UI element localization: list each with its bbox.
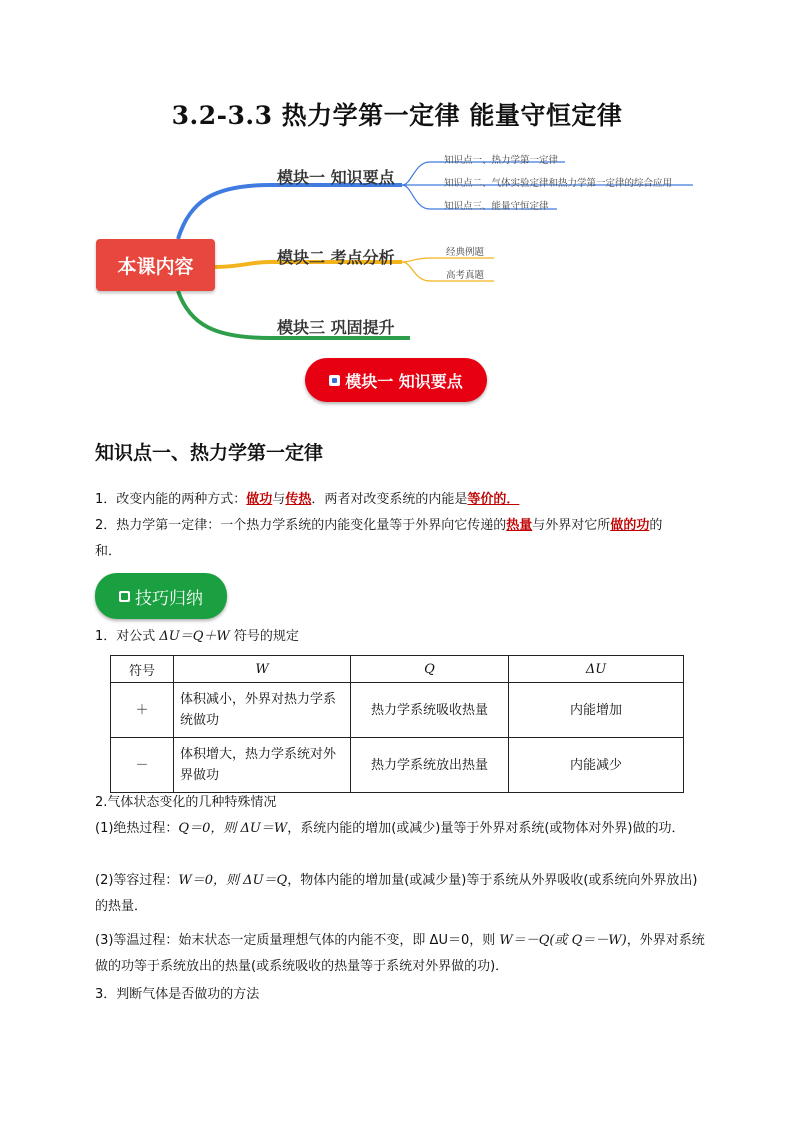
table-header: Q — [351, 656, 509, 683]
paragraph-2 — [95, 513, 707, 565]
tips-button[interactable] — [95, 573, 227, 619]
highlight: 做的功 — [610, 518, 650, 533]
text: ．两者对改变系统的内能是 — [311, 492, 468, 507]
table-cell: 体积增大，热力学系统对外界做功 — [174, 738, 351, 793]
sign-rules-table — [110, 655, 684, 793]
paragraph-1 — [95, 487, 707, 513]
mind-map-module-1: 模块一 知识要点 — [277, 168, 395, 187]
text: (2)等容过程： — [95, 873, 179, 888]
section-heading: 知识点一、热力学第一定律 — [95, 442, 324, 464]
table-row — [111, 738, 684, 793]
text: 的 — [649, 518, 663, 533]
mind-map-leaf: 高考真题 — [446, 270, 485, 281]
mind-map-root: 本课内容 — [96, 239, 215, 291]
table-row — [111, 683, 684, 738]
highlight: 做功 — [246, 492, 273, 507]
text: (3)等温过程：始末状态一定质量理想气体的内能不变，即 ΔU＝0，则 — [95, 933, 500, 948]
tips-button-label: 技巧归纳 — [135, 588, 203, 609]
text: 1．对公式 — [95, 629, 160, 644]
table-cell: 热力学系统放出热量 — [351, 738, 509, 793]
highlight: 传热 — [285, 492, 312, 507]
text: ，系统内能的增加(或减少)量等于外界对系统(或物体对外界)做的功． — [287, 821, 685, 836]
text: ，外界对系统做的功等于系统放出的热量(或系统吸收的热量等于系统对外界做的功)． — [95, 933, 705, 974]
highlight: 热量 — [506, 518, 533, 533]
formula: W＝0，则 ΔU＝Q — [178, 873, 288, 888]
tips-icon — [119, 591, 130, 602]
item-2: 2.气体状态变化的几种特殊情况 — [95, 795, 277, 810]
tips-intro — [95, 624, 707, 650]
text: (1)绝热过程： — [95, 821, 179, 836]
formula: W＝－Q(或 Q＝－W) — [499, 933, 627, 948]
case-1 — [95, 816, 707, 842]
mind-map-leaf: 经典例题 — [446, 247, 485, 258]
item-3: 3．判断气体是否做功的方法 — [95, 987, 260, 1002]
mind-map-module-3: 模块三 巩固提升 — [277, 318, 395, 337]
highlight: 等价的． — [467, 492, 520, 507]
module-one-button[interactable] — [305, 358, 487, 402]
table-cell: 内能减少 — [509, 738, 684, 793]
case-3 — [95, 928, 707, 980]
text: 和． — [95, 544, 122, 559]
text: 与 — [272, 492, 286, 507]
formula: ΔU＝Q＋W — [159, 629, 230, 644]
table-header: W — [174, 656, 351, 683]
text: 2．热力学第一定律：一个热力学系统的内能变化量等于外界向它传递的 — [95, 518, 507, 533]
table-cell: 体积减小，外界对热力学系统做功 — [174, 683, 351, 738]
text: 1．改变内能的两种方式： — [95, 492, 247, 507]
table-header: 符号 — [111, 656, 174, 683]
table-cell: 内能增加 — [509, 683, 684, 738]
text: ，物体内能的增加量(或减少量)等于系统从外界吸收(或系统向外界放出)的热量． — [95, 873, 698, 914]
table-header-row — [111, 656, 684, 683]
mind-map-leaf: 知识点三、能量守恒定律 — [444, 201, 549, 212]
formula: Q＝0，则 ΔU＝W — [178, 821, 288, 836]
mind-map-module-2: 模块二 考点分析 — [277, 248, 395, 267]
table-header: ΔU — [509, 656, 684, 683]
table-cell: ＋ — [111, 683, 174, 738]
text: 与外界对它所 — [532, 518, 611, 533]
text: 符号的规定 — [229, 629, 299, 644]
mind-map-leaf: 知识点一、热力学第一定律 — [444, 155, 559, 166]
page-title: 3.2-3.3 热力学第一定律 能量守恒定律 — [171, 101, 623, 130]
mind-map-leaf: 知识点二、气体实验定律和热力学第一定律的综合应用 — [444, 178, 673, 189]
module-one-button-label: 模块一 知识要点 — [345, 371, 463, 391]
table-cell: － — [111, 738, 174, 793]
mind-map — [0, 140, 794, 355]
case-2 — [95, 868, 707, 920]
module-icon — [329, 375, 340, 386]
table-cell: 热力学系统吸收热量 — [351, 683, 509, 738]
